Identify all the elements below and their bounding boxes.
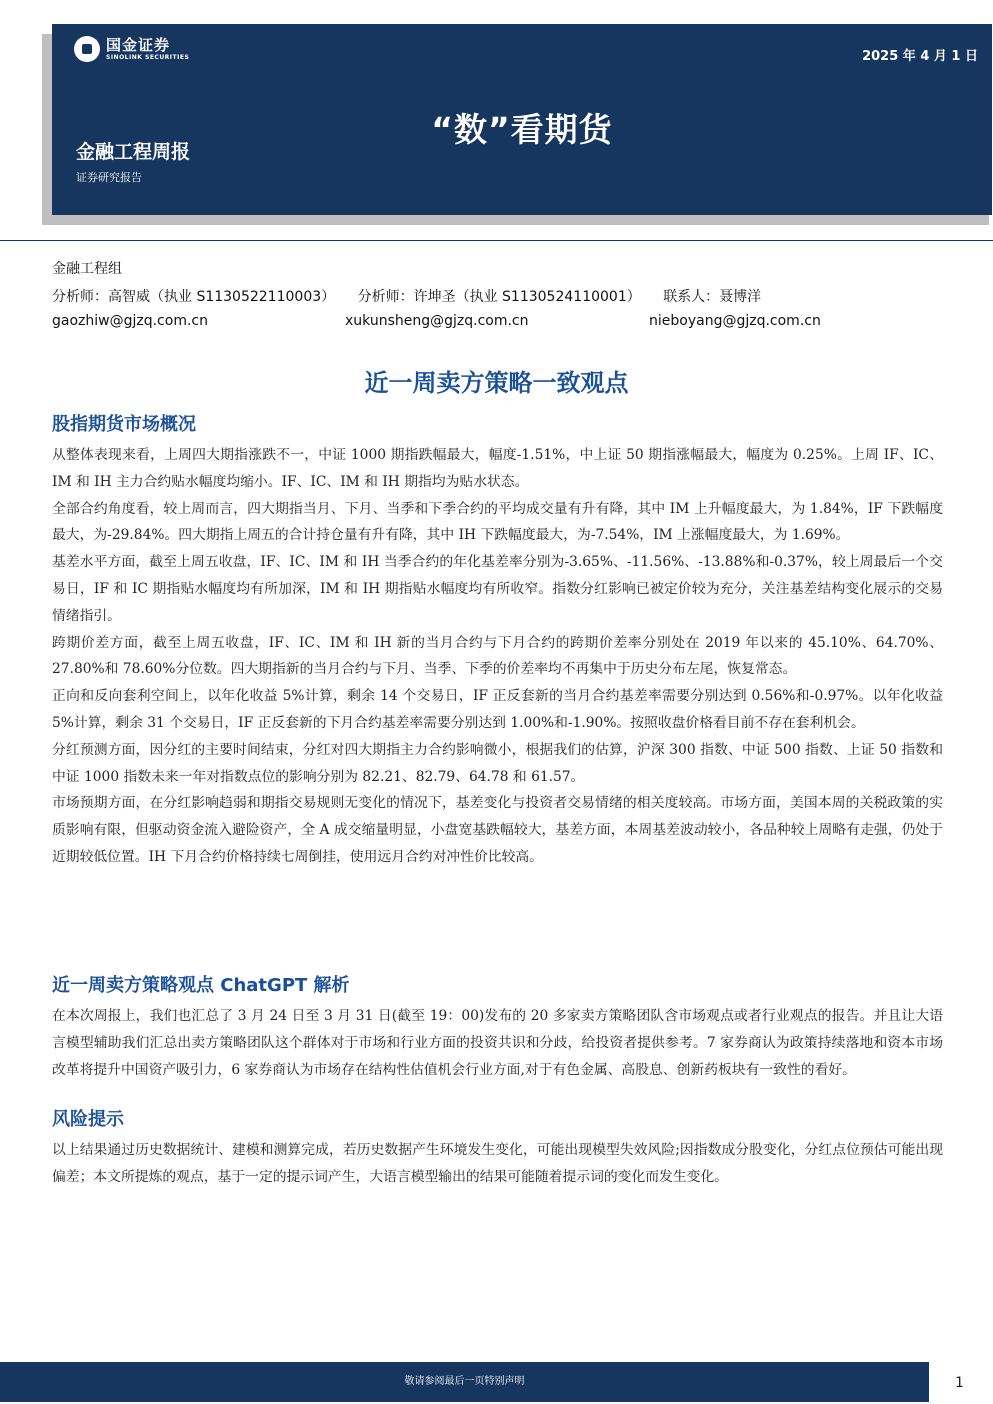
- section-futures-overview: [52, 412, 943, 871]
- email-line: [52, 313, 952, 333]
- section-title: 风险提示: [52, 1109, 124, 1130]
- paragraph: 分红预测方面，因分红的主要时间结束，分红对四大期指主力合约影响微小，根据我们的估算，沪深 300 指数、中证 500 指数、上证 50 指数和中证 1000 指数未来一年对指数点位的影响分别为 82.21、82.79、64.78 和 61.57。: [52, 741, 943, 785]
- contact-person: 联系人：聂博洋: [663, 289, 762, 305]
- paragraph: 在本次周报上，我们也汇总了 3 月 24 日至 3 月 31 日(截至 19：00)发布的 20 多家卖方策略团队含市场观点或者行业观点的报告。并且让大语言模型辅助我们汇总出卖方策略团队这个群体对于市场和行业方面的投资共识和分歧，给投资者提供参考。7 家券商认为政策持续落地和资本市场改革将提升中国资产吸引力，6 家券商认为市场存在结构性估值机会行业方面,对于有色金属、高股息、创新药板块有一致性的看好。: [52, 1008, 943, 1078]
- email-analyst-1[interactable]: gaozhiw@gjzq.com.cn: [52, 313, 208, 329]
- main-heading: 近一周卖方策略一致观点: [364, 369, 629, 397]
- report-date: 2025 年 4 月 1 日: [862, 49, 978, 64]
- section-chatgpt-analysis: [52, 973, 943, 1083]
- section-risk-warning: [52, 1107, 943, 1191]
- paragraph: 跨期价差方面，截至上周五收盘，IF、IC、IM 和 IH 新的当月合约与下月合约的跨期价差率分别处在 2019 年以来的 45.10%、64.70%、27.80%和 78.60%分位数。四大期指新的当月合约与下月、当季、下季的价差率均不再集中于历史分布左尾，恢复常态。: [52, 634, 943, 678]
- email-analyst-2[interactable]: xukunsheng@gjzq.com.cn: [345, 313, 529, 329]
- company-logo: [74, 36, 189, 62]
- report-title: “数”看期货: [431, 110, 613, 149]
- paragraph: 从整体表现来看，上周四大期指涨跌不一，中证 1000 期指跌幅最大，幅度-1.51%，中上证 50 期指涨幅最大，幅度为 0.25%。上周 IF、IC、IM 和 IH 主力合约贴水幅度均缩小。IF、IC、IM 和 IH 期指均为贴水状态。: [52, 447, 943, 490]
- paragraph: 基差水平方面，截至上周五收盘，IF、IC、IM 和 IH 当季合约的年化基差率分别为-3.65%、-11.56%、-13.88%和-0.37%，较上周最后一个交易日，IF 和 IC 期指贴水幅度均有所加深，IM 和 IH 期指贴水幅度均有所收窄。指数分红影响已被定价较为充分，关注基差结构变化展示的交易情绪指引。: [52, 554, 943, 624]
- report-subtype: 证券研究报告: [76, 171, 142, 184]
- section-title: 近一周卖方策略观点 ChatGPT 解析: [52, 975, 350, 996]
- logo-english-name: SINOLINK SECURITIES: [106, 53, 190, 61]
- logo-mark-icon: [74, 36, 100, 62]
- header-divider: [0, 240, 993, 241]
- team-name: 金融工程组: [52, 261, 122, 277]
- paragraph: 市场预期方面，在分红影响趋弱和期指交易规则无变化的情况下，基差变化与投资者交易情绪的相关度较高。市场方面，美国本周的关税政策的实质影响有限，但驱动资金流入避险资产，全 A 成交缩量明显，小盘宽基跌幅较大，基差方面，本周基差波动较小，各品种较上周略有走强，仍处于近期较低位置。IH 下月合约价格持续七周倒挂，使用远月合约对冲性价比较高。: [52, 795, 943, 865]
- report-header-banner: [52, 24, 992, 215]
- footer-disclaimer: 敬请参阅最后一页特别声明: [0, 1362, 929, 1402]
- paragraph: 正向和反向套利空间上，以年化收益 5%计算，剩余 14 个交易日，IF 正反套新的当月合约基差率需要分别达到 0.56%和-0.97%。以年化收益 5%计算，剩余 31 个交易日，IF 正反套新的下月合约基差率需要分别达到 1.00%和-1.90%。按照收盘价格看目前不存在套利机会。: [52, 688, 943, 731]
- section-title: 股指期货市场概况: [52, 414, 196, 435]
- email-contact[interactable]: nieboyang@gjzq.com.cn: [649, 313, 821, 329]
- page-number: 1: [955, 1375, 964, 1391]
- analyst-1: 分析师：高智威（执业 S1130522110003）: [52, 289, 336, 305]
- paragraph: 全部合约角度看，较上周而言，四大期指当月、下月、当季和下季合约的平均成交量有升有降，其中 IM 上升幅度最大，为 1.84%，IF 下跌幅度最大，为-29.84%。四大期指上周五的合计持仓量有升有降，其中 IH 下跌幅度最大，为-7.54%，IM 上涨幅度最大，为 1.69%。: [52, 500, 943, 544]
- logo-chinese-name: 国金证券: [106, 35, 171, 54]
- analyst-line: [52, 286, 779, 306]
- report-type: 金融工程周报: [76, 141, 191, 163]
- analyst-2: 分析师：许坤圣（执业 S1130524110001）: [357, 289, 641, 305]
- paragraph: 以上结果通过历史数据统计、建模和测算完成，若历史数据产生环境发生变化，可能出现模型失效风险;因指数成分股变化，分红点位预估可能出现偏差；本文所提炼的观点，基于一定的提示词产生，大语言模型输出的结果可能随着提示词的变化而发生变化。: [52, 1142, 943, 1185]
